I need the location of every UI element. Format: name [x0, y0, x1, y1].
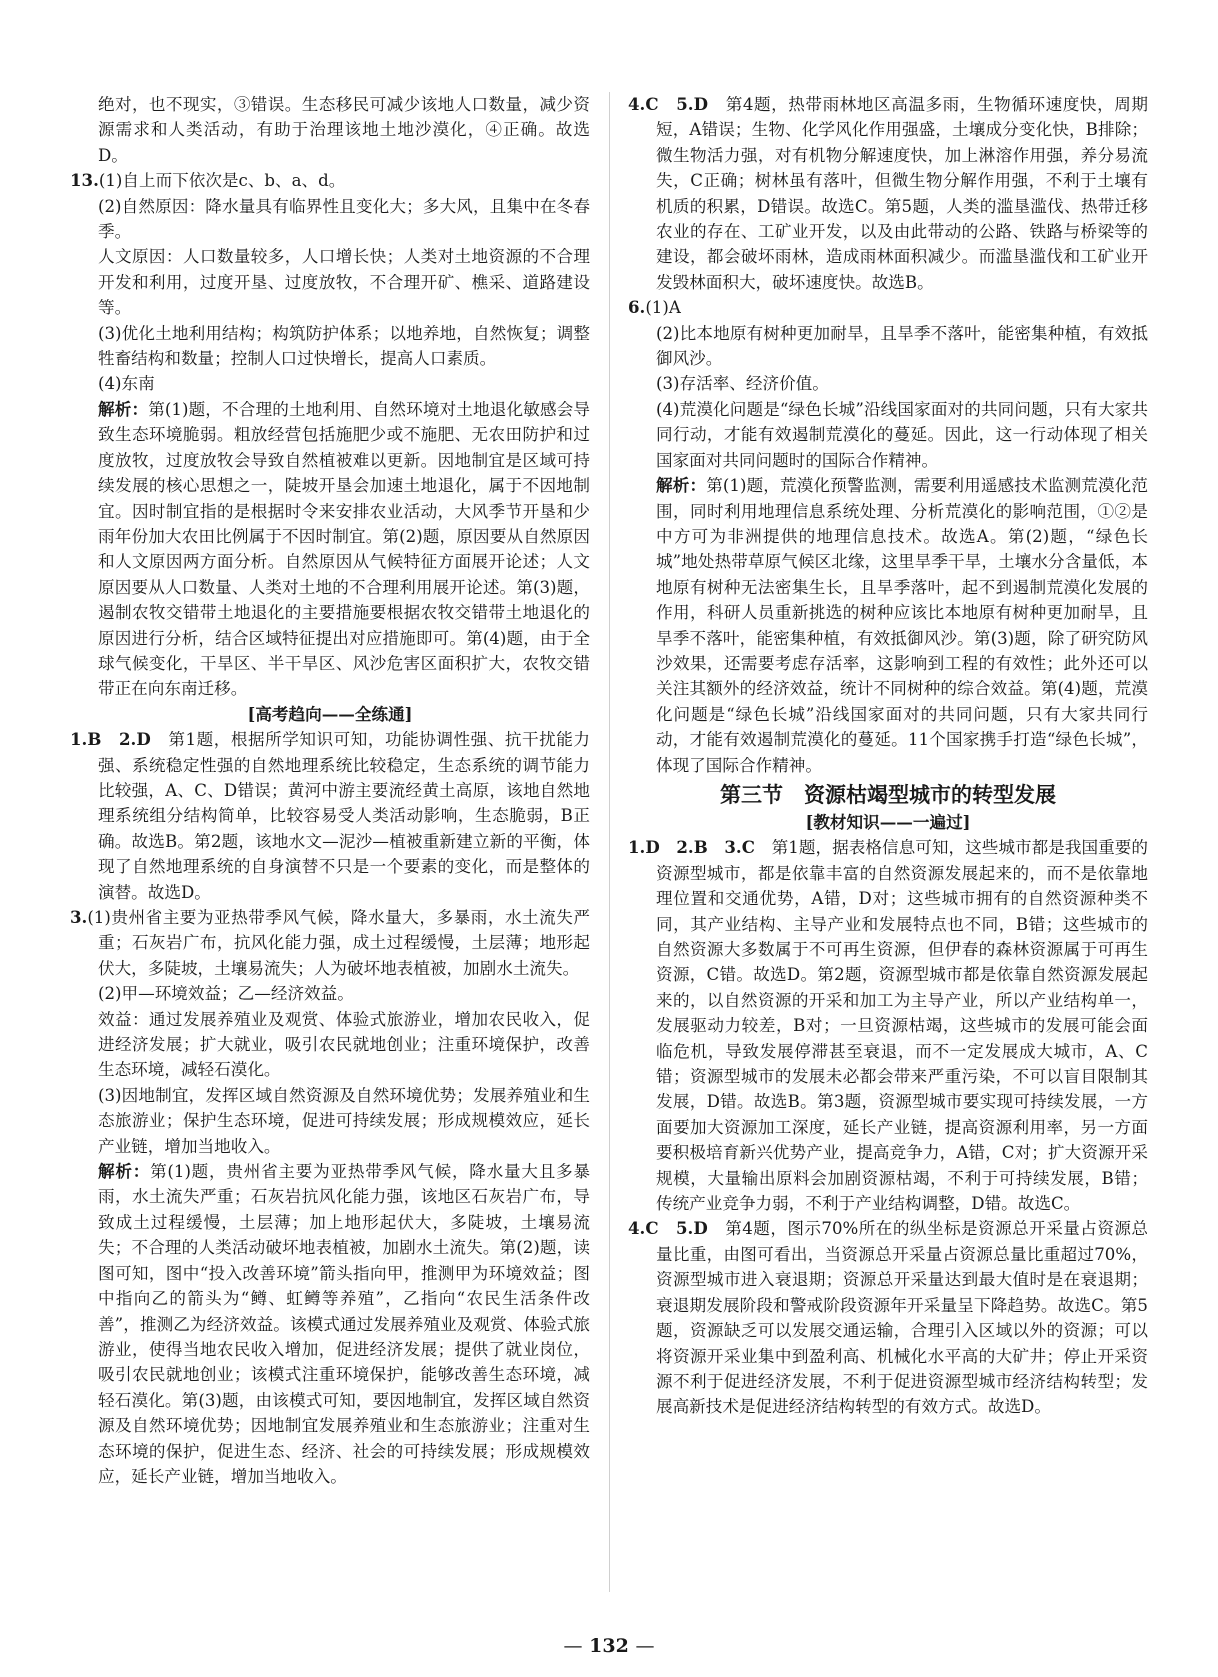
section-title: 第三节 资源枯竭型城市的转型发展	[720, 781, 1056, 807]
answer-1-2-3: 1.D 2.B 3.C 第1题，据表格信息可知，这些城市都是我国重要的资源型城市，都是依靠丰富的自然资源发展起来的，而不是依靠地理位置和交通优势，A错，D对；这些城市拥有的自然资源种类不同，其产业结构、主导产业和发展特点也不同，B错；这些城市的自然资源大多数属于不可再生资源，但伊春的森林资源属于可再生资源，C错。故选D。第2题，资源型城市都是依靠自然资源发展起来的，以自然资源的开采和加工为主导产业，所以产业结构单一，发展驱动力较差，B对；一旦资源枯竭，这些城市的发展可能会面临危机，导致发展停滞甚至衰退，而不一定发展成大城市，A、C错；资源型城市的发展未必都会带来严重污染，不可以盲目限制其发展，D错。故选B。第3题，资源型城市要实现可持续发展，一方面要加大资源加工深度，延长产业链，提高资源利用率，另一方面要积极培育新兴优势产业，提高竞争力，A错，C对；扩大资源开采规模，大量输出原料会加剧资源枯竭，不利于可持续发展，B错；传统产业竞争力弱，不利于产业结构调整，D错。故选C。	[628, 837, 1148, 1214]
answer-13-analysis: 解析：第(1)题，不合理的土地利用、自然环境对土地退化敏感会导致生态环境脆弱。粗放经营包括施肥少或不施肥、无农田防护和过度放牧，过度放牧会导致自然植被难以更新。因地制宜是区域可持续发展的核心思想之一，陡坡开垦会加速土地退化，属于不因地制宜。因时制宜指的是根据时令来安排农业活动，大风季节开垦和少雨年份加大农田比例属于不因时制宜。第(2)题，原因要从自然原因和人文原因两方面分析。自然原因从气候特征方面展开论述；人文原因要从人口数量、人类对土地的不合理利用展开论述。第(3)题，遏制农牧交错带土地退化的主要措施要根据农牧交错带土地退化的原因进行分析，结合区域特征提出对应措施即可。第(4)题，由于全球气候变化，干旱区、半干旱区、风沙危害区面积扩大，农牧交错带正在向东南迁移。	[98, 398, 590, 699]
answer-13-part-4: (4)东南	[98, 374, 155, 394]
answer-continuation: 绝对，也不现实，③错误。生态移民可减少该地人口数量，减少资源需求和人类活动，有助于治理该地土地沙漠化，④正确。故选D。	[98, 95, 590, 165]
answer-13-part-1: 13.(1)自上而下依次是c、b、a、d。	[70, 170, 346, 191]
answer-4-5b: 4.C 5.D 第4题，图示70%所在的纵坐标是资源总开采量占资源总量比重，由图可看出，当资源总开采量占资源总量比重超过70%，资源型城市进入衰退期；资源总开采量达到最大值时是在衰退期；衰退期发展阶段和警戒阶段资源年开采量呈下降趋势。故选C。第5题，资源缺乏可以发展交通运输，合理引入区域以外的资源；可以将资源开采业集中到盈利高、机械化水平高的大矿井；停止开采资源不利于促进经济发展，不利于促进资源型城市经济结构转型；发展高新技术是促进经济结构转型的有效方式。故选D。	[628, 1218, 1148, 1417]
answer-3-part-2: (2)甲—环境效益；乙—经济效益。	[98, 984, 354, 1004]
left-column	[70, 92, 590, 1489]
answer-6-part-3: (3)存活率、经济价值。	[656, 374, 829, 394]
answer-13-part-3: (3)优化土地利用结构；构筑防护体系；以地养地，自然恢复；调整牲畜结构和数量；控制人口过快增长，提高人口素质。	[98, 323, 590, 369]
answer-13-part-2: (2)自然原因：降水量具有临界性且变化大；多大风，且集中在冬春季。	[98, 196, 590, 242]
answer-6-part-1: 6.(1)A	[628, 297, 681, 318]
right-column	[628, 92, 1148, 1420]
answer-4-5: 4.C 5.D 第4题，热带雨林地区高温多雨，生物循环速度快，周期短，A错误；生物、化学风化作用强盛，土壤成分变化快，B排除；微生物活力强，对有机物分解速度快，加上淋溶作用强，养分易流失，C正确；树林虽有落叶，但微生物分解作用强，不利于土壤有机质的积累，D错误。故选C。第5题，人类的滥垦滥伐、热带迁移农业的存在、工矿业开发，以及由此带动的公路、铁路与桥梁等的建设，都会破坏雨林，造成雨林面积减少。而滥垦滥伐和工矿业开发毁林面积大，破坏速度快。故选B。	[628, 94, 1148, 292]
answer-3-part-1: 3.(1)贵州省主要为亚热带季风气候，降水量大，多暴雨，水土流失严重；石灰岩广布，抗风化能力强，成土过程缓慢，土层薄；地形起伏大，多陡坡，土壤易流失；人为破坏地表植被，加剧水土流失。	[70, 907, 590, 978]
section-heading-textbook: [教材知识——一遍过]	[805, 811, 971, 832]
page-number: — 132 —	[563, 1635, 655, 1657]
answer-3	[70, 905, 590, 1489]
answer-6-part-2: (2)比本地原有树种更加耐旱，且旱季不落叶，能密集种植，有效抵御风沙。	[656, 323, 1148, 369]
answer-13	[70, 168, 590, 702]
section-heading-gaokao: [高考趋向——全练通]	[247, 703, 413, 724]
answer-1-2: 1.B 2.D 第1题，根据所学知识可知，功能协调性强、抗干扰能力强、系统稳定性强的自然地理系统比较稳定，生态系统的调节能力比较强，A、C、D错误；黄河中游主要流经黄土高原，该地自然地理系统组分结构简单，比较容易受人类活动影响，生态脆弱，B正确。故选B。第2题，该地水文—泥沙—植被重新建立新的平衡，体现了自然地理系统的自身演替不只是一个要素的变化，而是整体的演替。故选D。	[70, 729, 591, 902]
answer-6-part-4: (4)荒漠化问题是“绿色长城”沿线国家面对的共同问题，只有大家共同行动，才能有效遏制荒漠化的蔓延。因此，这一行动体现了相关国家面对共同问题时的国际合作精神。	[656, 399, 1148, 470]
answer-6-analysis: 解析：第(1)题，荒漠化预警监测，需要利用遥感技术监测荒漠化范围，同时利用地理信息系统处理、分析荒漠化的影响范围，①②是中方可为非洲提供的地理信息技术。故选A。第(2)题，“绿色长城”地处热带草原气候区北缘，这里旱季干旱，土壤水分含量低，本地原有树种无法密集生长，且旱季落叶，起不到遏制荒漠化发展的作用，科研人员重新挑选的树种应该比本地原有树种更加耐旱，且旱季不落叶，能密集种植，有效抵御风沙。第(3)题，除了研究防风沙效果，还需要考虑存活率，这影响到工程的有效性；此外还可以关注其额外的经济效益，统计不同树种的综合效益。第(4)题，荒漠化问题是“绿色长城”沿线国家面对的共同问题，只有大家共同行动，才能有效遏制荒漠化的蔓延。11个国家携手打造“绿色长城”，体现了国际合作精神。	[656, 475, 1148, 775]
answer-3-part-3: (3)因地制宜，发挥区域自然资源及自然环境优势；发展养殖业和生态旅游业；保护生态环境，促进可持续发展；形成规模效应，延长产业链，增加当地收入。	[98, 1085, 590, 1156]
answer-3-part-2b: 效益：通过发展养殖业及观赏、体验式旅游业，增加农民收入，促进经济发展；扩大就业，吸引农民就地创业；注重环境保护，改善生态环境，减轻石漠化。	[98, 1009, 590, 1080]
answer-6	[628, 295, 1148, 778]
answer-3-analysis: 解析：第(1)题，贵州省主要为亚热带季风气候，降水量大且多暴雨，水土流失严重；石灰岩抗风化能力强，该地区石灰岩广布，导致成土过程缓慢，土层薄；加上地形起伏大，多陡坡，土壤易流失；不合理的人类活动破坏地表植被，加剧水土流失。第(2)题，读图可知，图中“投入改善环境”箭头指向甲，推测甲为环境效益；图中指向乙的箭头为“鳟、虹鳟等养殖”，乙指向“农民生活条件改善”，推测乙为经济效益。该模式通过发展养殖业及观赏、体验式旅游业，使得当地农民收入增加，促进经济发展；提供了就业岗位，吸引农民就地创业；该模式注重环境保护，能够改善生态环境，减轻石漠化。第(3)题，由该模式可知，要因地制宜，发挥区域自然资源及自然环境优势；因地制宜发展养殖业和生态旅游业；注重对生态环境的保护，促进生态、经济、社会的可持续发展；形成规模效应，延长产业链，增加当地收入。	[98, 1161, 590, 1486]
column-divider	[609, 92, 610, 1592]
answer-13-part-2b: 人文原因：人口数量较多，人口增长快；人类对土地资源的不合理开发和利用，过度开垦、过度放牧，不合理开矿、樵采、道路建设等。	[98, 247, 590, 318]
